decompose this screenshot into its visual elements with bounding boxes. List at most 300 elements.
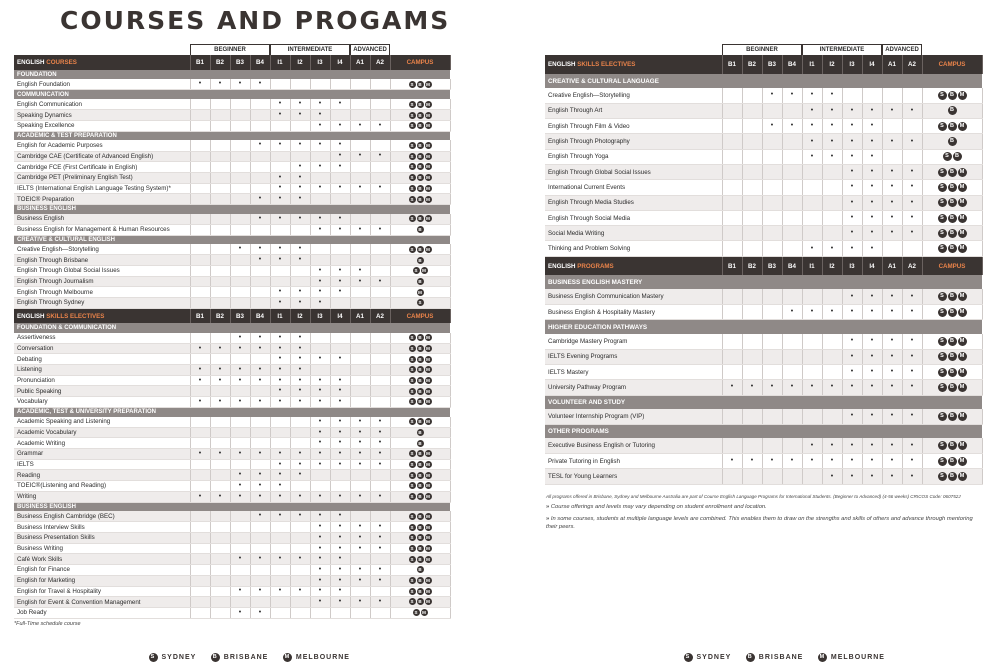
level-dot: • [330,491,350,502]
level-empty [210,110,230,121]
campus-cell [390,438,450,449]
level-empty [250,522,270,533]
course-row [14,172,450,183]
level-empty [270,266,290,277]
level-empty [902,149,922,164]
level-dot: • [250,481,270,492]
level-empty [762,409,782,424]
brisbane-campus-icon: B [948,352,957,361]
level-dot: • [802,241,822,256]
level-empty [230,110,250,121]
course-name: Speaking Dynamics [14,110,190,121]
level-empty [742,334,762,349]
level-empty [270,120,290,131]
campus-cell [390,533,450,544]
level-empty [782,164,802,179]
melbourne-campus-icon: M [958,441,967,450]
campus-cell [390,417,450,428]
level-dot: • [330,543,350,554]
sydney-campus-icon: S [410,472,414,478]
course-row [14,110,450,121]
brisbane-campus-icon: B [418,196,422,202]
campus-cell [922,305,982,320]
course-row [545,454,982,469]
melbourne-campus-icon: M [819,654,826,660]
level-dot: • [802,380,822,395]
level-empty [742,226,762,241]
course-row [545,119,982,134]
level-empty [210,214,230,225]
level-dot: • [310,459,330,470]
level-empty [250,120,270,131]
course-name: Business Interview Skills [14,522,190,533]
campus-cell [922,180,982,195]
level-dot: • [290,375,310,386]
level-dot: • [270,449,290,460]
level-empty [742,409,762,424]
level-empty [210,511,230,522]
level-empty [310,343,330,354]
level-empty [370,214,390,225]
course-row [14,276,450,287]
level-dot: • [902,180,922,195]
level-dot: • [290,365,310,376]
level-dot: • [330,449,350,460]
level-empty [742,438,762,453]
level-empty [210,120,230,131]
level-empty [370,333,390,344]
level-empty [722,349,742,364]
melbourne-campus-icon: M [958,412,967,421]
level-dot: • [350,597,370,608]
level-empty [882,241,902,256]
level-dot: • [882,134,902,149]
level-dot: • [842,134,862,149]
campus-cell [390,99,450,110]
level-dot: • [270,470,290,481]
section-header-row [14,235,450,244]
level-dot: • [230,333,250,344]
sydney-campus-icon: S [410,164,414,170]
level-dot: • [842,349,862,364]
level-dot: • [310,99,330,110]
level-empty [290,276,310,287]
level-empty [270,438,290,449]
course-row [14,183,450,194]
level-dot: • [882,454,902,469]
level-dot: • [290,194,310,205]
melbourne-campus-icon: M [426,524,430,530]
course-name: English Through Media Studies [545,195,722,210]
campus-cell [390,343,450,354]
level-empty [230,459,250,470]
level-empty [210,459,230,470]
level-empty [230,298,250,309]
level-code-header: I2 [290,308,310,323]
brisbane-campus-icon: B [418,578,422,584]
level-empty [190,183,210,194]
section-title: BUSINESS ENGLISH [14,204,450,213]
level-empty [742,210,762,225]
level-code-header: I3 [310,308,330,323]
level-code-header: A2 [370,55,390,70]
level-empty [742,180,762,195]
level-dot: • [270,214,290,225]
level-dot: • [862,119,882,134]
level-dot: • [882,210,902,225]
level-dot: • [210,343,230,354]
course-row [545,409,982,424]
level-dot: • [902,364,922,379]
level-code-header: I3 [310,55,330,70]
level-empty [210,266,230,277]
level-dot: • [902,409,922,424]
section-header-row [14,70,450,79]
level-dot: • [250,449,270,460]
level-dot: • [882,364,902,379]
course-name: Academic Speaking and Listening [14,417,190,428]
level-empty [210,183,230,194]
level-empty [190,565,210,576]
brisbane-campus-icon: B [418,399,422,405]
level-dot: • [842,380,862,395]
level-empty [190,266,210,277]
sydney-campus-icon: S [410,112,414,118]
course-row [14,365,450,376]
course-name: TOEIC® Preparation [14,194,190,205]
campus-cell [922,88,982,103]
level-dot: • [330,151,350,162]
brisbane-campus-icon: B [948,412,957,421]
level-dot: • [270,333,290,344]
melbourne-campus-icon: M [426,588,430,594]
level-empty [230,214,250,225]
course-name: Cambridge Mastery Program [545,334,722,349]
level-dot: • [350,417,370,428]
level-dot: • [310,511,330,522]
campus-cell [390,449,450,460]
section-header-row [545,74,982,88]
level-dot: • [230,244,250,255]
level-dot: • [310,224,330,235]
level-code-header: B3 [762,256,782,275]
melbourne-campus-icon: M [426,142,430,148]
legend-item [817,653,885,662]
course-name: English Foundation [14,79,190,90]
level-empty [350,554,370,565]
level-empty [210,543,230,554]
level-dot: • [290,255,310,266]
level-dot: • [250,255,270,266]
section-title: ACADEMIC, TEST & UNIVERSITY PREPARATION [14,407,450,416]
course-row [14,354,450,365]
course-name: Cambridge FCE (First Certificate in English) [14,162,190,173]
course-row [14,565,450,576]
course-row [545,305,982,320]
course-row [545,180,982,195]
melbourne-campus-icon: M [426,246,430,252]
melbourne-campus-icon: M [426,112,430,118]
left-grid [14,55,451,619]
level-empty [230,99,250,110]
course-row [545,149,982,164]
level-dot: • [330,266,350,277]
sydney-campus-icon: S [410,153,414,159]
level-dot: • [842,164,862,179]
melbourne-campus-icon: M [958,352,967,361]
level-empty [722,134,742,149]
course-name: English Through Film & Video [545,119,722,134]
level-empty [190,438,210,449]
level-empty [230,386,250,397]
course-name: Executive Business English or Tutoring [545,438,722,453]
level-empty [230,266,250,277]
melbourne-campus-icon: M [958,91,967,100]
level-empty [290,575,310,586]
level-empty [290,543,310,554]
level-empty [270,575,290,586]
brisbane-campus-icon: B [418,101,422,107]
level-empty [190,151,210,162]
level-dot: • [742,380,762,395]
level-empty [190,386,210,397]
sydney-campus-icon: S [410,513,414,519]
course-name: Job Ready [14,607,190,618]
level-empty [190,470,210,481]
campus-legend-right [683,653,899,662]
course-name: English for Finance [14,565,190,576]
level-empty [230,565,250,576]
sydney-campus-icon: S [410,588,414,594]
course-name: English for Marketing [14,575,190,586]
level-group-beginner: BEGINNER [190,44,270,55]
brisbane-campus-icon: B [948,122,957,131]
sydney-campus-icon: S [684,653,693,662]
level-dot: • [310,565,330,576]
campus-cell [390,586,450,597]
course-row [545,88,982,103]
level-code-header: B3 [230,55,250,70]
level-empty [370,298,390,309]
level-empty [370,244,390,255]
section-title: BUSINESS ENGLISH MASTERY [545,275,982,289]
campus-cell [390,140,450,151]
campus-cell [390,151,450,162]
level-empty [250,565,270,576]
level-dot: • [290,386,310,397]
level-empty [270,565,290,576]
level-dot: • [250,140,270,151]
level-empty [370,470,390,481]
level-dot: • [270,172,290,183]
legend-label: BRISBANE [223,654,269,661]
level-empty [270,162,290,173]
melbourne-campus-icon: M [958,244,967,253]
level-empty [310,172,330,183]
level-empty [250,459,270,470]
course-row [545,364,982,379]
level-empty [250,386,270,397]
melbourne-campus-icon: M [426,345,430,351]
level-dot: • [882,438,902,453]
level-empty [290,79,310,90]
level-empty [802,226,822,241]
brisbane-campus-icon: B [418,81,422,87]
course-name: Café Work Skills [14,554,190,565]
level-dot: • [350,565,370,576]
level-empty [902,241,922,256]
course-name: Private Tutoring in English [545,454,722,469]
level-empty [250,597,270,608]
level-empty [742,88,762,103]
sydney-campus-icon: S [938,457,947,466]
level-dot: • [882,180,902,195]
level-empty [230,194,250,205]
level-dot: • [802,134,822,149]
brisbane-campus-icon: B [418,388,422,394]
level-empty [250,151,270,162]
campus-cell [922,334,982,349]
brisbane-campus-icon: B [418,175,422,181]
level-dot: • [842,103,862,118]
level-dot: • [350,491,370,502]
campus-cell [390,354,450,365]
table-header-row [14,308,450,323]
level-code-header: B4 [782,55,802,74]
level-dot: • [230,365,250,376]
brisbane-campus-icon: B [418,483,422,489]
level-dot: • [862,134,882,149]
level-empty [270,79,290,90]
level-dot: • [842,469,862,484]
level-empty [190,140,210,151]
course-row [545,210,982,225]
level-empty [250,99,270,110]
level-dot: • [350,533,370,544]
melbourne-campus-icon: M [426,378,430,384]
level-dot: • [330,140,350,151]
level-dot: • [822,119,842,134]
brisbane-campus-icon: B [418,335,422,341]
brisbane-campus-icon: B [418,257,422,263]
level-dot: • [802,454,822,469]
level-empty [350,375,370,386]
level-code-header: I3 [842,256,862,275]
level-empty [722,469,742,484]
legend-item [210,653,268,662]
brisbane-campus-icon: B [948,368,957,377]
level-empty [742,149,762,164]
level-dot: • [210,365,230,376]
level-empty [350,172,370,183]
melbourne-campus-icon: M [422,268,426,274]
level-dot: • [882,164,902,179]
level-dot: • [822,134,842,149]
melbourne-campus-icon: M [958,457,967,466]
level-empty [722,289,742,304]
level-dot: • [862,164,882,179]
campus-cell [390,386,450,397]
brisbane-campus-icon: B [418,546,422,552]
course-row [14,511,450,522]
brisbane-campus-icon: B [418,440,422,446]
level-dot: • [230,375,250,386]
level-dot: • [310,354,330,365]
course-row [14,99,450,110]
level-dot: • [370,224,390,235]
level-empty [270,427,290,438]
level-code-header: B4 [250,308,270,323]
level-dot: • [722,380,742,395]
brisbane-campus-icon: B [418,153,422,159]
level-empty [190,481,210,492]
sydney-campus-icon: S [410,578,414,584]
level-empty [230,438,250,449]
course-row [545,103,982,118]
level-dot: • [250,607,270,618]
sydney-campus-icon: S [943,152,952,161]
level-empty [370,481,390,492]
level-dot: • [762,88,782,103]
level-dot: • [310,397,330,408]
level-group-advanced: ADVANCED [882,44,922,55]
melbourne-campus-icon: M [426,216,430,222]
brisbane-campus-icon: B [948,214,957,223]
level-empty [310,244,330,255]
sydney-campus-icon: S [410,462,414,468]
level-empty [370,99,390,110]
level-dot: • [270,244,290,255]
level-dot: • [862,195,882,210]
level-empty [782,134,802,149]
course-name: IELTS [14,459,190,470]
level-dot: • [370,427,390,438]
level-dot: • [270,298,290,309]
sydney-campus-icon: S [410,175,414,181]
level-dot: • [842,364,862,379]
level-dot: • [882,469,902,484]
level-code-header: I1 [802,256,822,275]
brisbane-campus-icon: B [418,513,422,519]
sydney-campus-icon: S [938,198,947,207]
level-dot: • [370,459,390,470]
level-empty [742,103,762,118]
level-empty [802,364,822,379]
level-empty [290,607,310,618]
level-dot: • [250,79,270,90]
level-empty [330,194,350,205]
level-empty [230,354,250,365]
level-empty [190,162,210,173]
level-empty [210,586,230,597]
level-empty [190,99,210,110]
campus-cell [390,298,450,309]
level-dot: • [250,470,270,481]
brisbane-campus-icon: B [418,216,422,222]
level-empty [350,586,370,597]
level-code-header: I1 [270,55,290,70]
level-empty [350,470,370,481]
level-dot: • [330,224,350,235]
sydney-campus-icon: S [410,483,414,489]
level-dot: • [330,375,350,386]
level-dot: • [290,397,310,408]
level-empty [210,607,230,618]
level-empty [370,607,390,618]
brisbane-campus-icon: B [418,112,422,118]
level-empty [742,195,762,210]
level-dot: • [190,397,210,408]
